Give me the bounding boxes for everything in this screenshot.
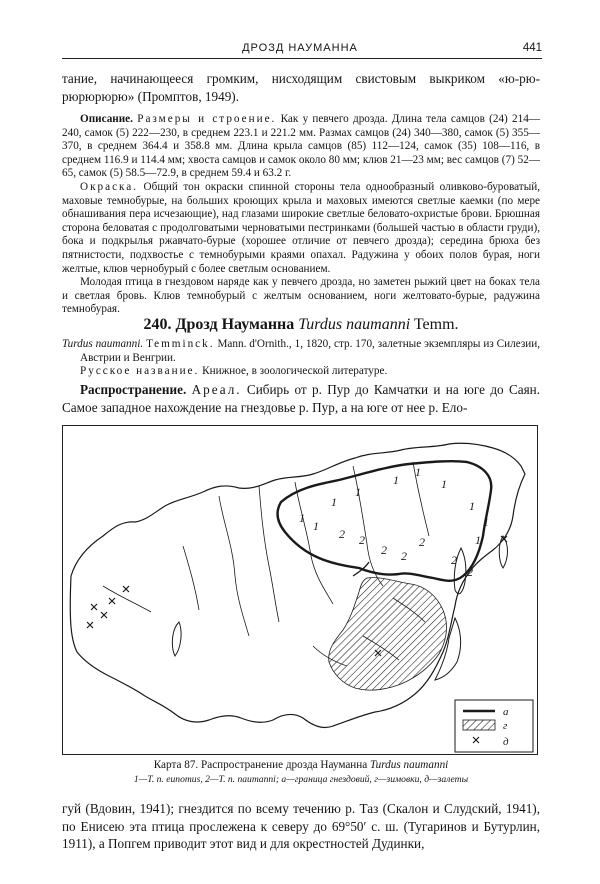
- running-title: ДРОЗД НАУМАННА: [242, 42, 358, 54]
- map-label-1: 1: [355, 485, 361, 499]
- map-label-1: 1: [483, 515, 489, 529]
- map-label-1: 1: [313, 519, 319, 533]
- map-label-2: 2: [467, 565, 473, 579]
- map-label-1: 1: [475, 533, 481, 547]
- russian-name-label: Русское название.: [80, 365, 200, 378]
- vagrant-cross: [123, 586, 129, 592]
- distribution-label: Распространение.: [80, 382, 187, 397]
- legend-letter-g: г: [503, 720, 508, 732]
- synonymy-reference: Mann. d'Ornith., 1, 1820, стр. 170, залетные экземпляры из Силезии, Австрии и Венгрии.: [80, 338, 541, 364]
- intro-paragraph: [62, 70, 540, 105]
- map-caption-line2: 1—T. n. eunomus, 2—T. n. naumanni; а—граница гнездовий, г—зимовки, д—залеты: [133, 774, 469, 785]
- synonymy-paragraph: [62, 338, 540, 365]
- size-label: Размеры и строение.: [137, 113, 277, 125]
- map-label-1: 1: [331, 495, 337, 509]
- distribution-paragraph: [62, 381, 540, 416]
- distribution-text: Сибирь от р. Пур до Камчатки и на юге до Саян. Самое западное нахождение на гнездовье р. Пур, а на юге от нее р. Ело-: [62, 382, 541, 415]
- vagrant-cross: [87, 622, 93, 628]
- species-latin-name: Turdus naumanni: [298, 316, 411, 333]
- map-label-2: 2: [451, 553, 457, 567]
- vagrant-cross: [101, 612, 107, 618]
- map-label-2: 2: [359, 533, 365, 547]
- caption-prefix: Карта 87. Распространение дрозда Науманна: [153, 759, 368, 771]
- wintering-area: [329, 578, 447, 690]
- size-text: Как у певчего дрозда. Длина тела самцов (24) 214—240, самок (5) 222—230, в среднем 223.1 и 221.2 мм. Размах самцов (24) 340—380, самок (5) 355—370, в среднем 364.4 и 358.8 мм. Длина крыла самцов (85) 112—124, самок (35) 108—116, в среднем 116.9 и 114.4 мм; хвоста самцов и самок около 80 мм; клюв 21—23 мм; вес самцов (7) 52—65, самок (5) 58.5—72.9, в среднем 59.4 и 63.2 г.: [62, 113, 541, 180]
- species-heading: [62, 316, 540, 334]
- vagrant-cross: [91, 604, 97, 610]
- species-author: Temm.: [413, 316, 459, 333]
- map-legend: [455, 700, 533, 752]
- continuation-block: [62, 800, 540, 853]
- description-size-paragraph: [62, 113, 540, 181]
- map-label-2: 2: [339, 527, 345, 541]
- description-color-paragraph: [62, 181, 540, 276]
- areal-label: Ареал.: [191, 382, 242, 397]
- legend-letter-a: а: [503, 706, 509, 718]
- breeding-range-boundary: [278, 461, 492, 581]
- coastline: [70, 443, 525, 727]
- continuation-text: гуй (Вдовин, 1941); гнездится по всему течению р. Таз (Скалон и Слудский, 1941), по Енисею эта птица прослежена к северу до 69°50′ с. ш. (Тугаринов и Бутурлин, 1911), а Попгем приводит этот вид и для окрестностей Дудинки,: [62, 801, 540, 851]
- distribution-block: [62, 381, 540, 416]
- juvenile-text: Молодая птица в гнездовом наряде как у певчего дрозда, но заметен рыжий цвет на боках тела и светлая бровь. Клюв темнобурый с желтым основанием, ноги желтовато-бурые, радужина темнобурая.: [62, 276, 540, 316]
- range-map: [62, 425, 538, 755]
- map-caption-line1: [62, 759, 540, 771]
- synonymy-author: Temminck.: [146, 338, 215, 350]
- species-number: 240.: [143, 316, 172, 333]
- species-russian-name: Дрозд Науманна: [175, 316, 295, 333]
- map-label-1: 1: [469, 499, 475, 513]
- caspian-sea: [172, 622, 181, 656]
- russian-name-paragraph: [62, 365, 540, 379]
- vagrant-cross: [109, 598, 115, 604]
- map-label-1: 1: [415, 465, 421, 479]
- map-label-2: 2: [401, 549, 407, 563]
- map-label-1: 1: [441, 477, 447, 491]
- legend-letter-d: д: [503, 736, 509, 748]
- legend-hatch-swatch: [463, 720, 495, 730]
- map-label-2: 2: [419, 535, 425, 549]
- intro-text: тание, начинающееся громким, нисходящим свистовым выкриком «ю-рю-рюрюрюрю» (Промптов, 1949).: [62, 71, 540, 104]
- header-rule: [62, 58, 542, 59]
- map-label-2: 2: [381, 543, 387, 557]
- page-number: 441: [522, 42, 542, 54]
- synonymy-block: [62, 338, 540, 379]
- russian-name-text: Книжное, в зоологической литературе.: [202, 365, 388, 378]
- description-label: Описание.: [80, 113, 133, 125]
- caption-latin: Turdus naumanni: [370, 759, 449, 771]
- synonymy-latin: Turdus naumanni.: [62, 338, 144, 350]
- map-label-1: 1: [299, 511, 305, 525]
- running-head: [0, 42, 600, 60]
- description-block: [62, 113, 540, 317]
- map-label-1: 1: [393, 473, 399, 487]
- color-label: Окраска.: [80, 180, 139, 193]
- range-map-svg: [63, 426, 538, 755]
- color-text: Общий тон окраски спинной стороны тела однообразный оливково-буроватый, маховые темнобурые, на больших кроющих крыла и маховых имеются светлые каемки (по мере обнашивания пера исчезающие), над глазами широкие светлые беловато-охристые брови. Брюшная сторона беловатая с продолговатыми черноватыми пестринками (большей частью в области груди), бока и подкрылья ржавчато-бурые (хорошее отличие от певчего дрозда); середина брюха без пятнистости, подхвостье с темнобурыми краями опахал. Радужина у обоих полов бурая, ноги желтые, клюв чернобурый с более светлым основанием.: [62, 180, 540, 275]
